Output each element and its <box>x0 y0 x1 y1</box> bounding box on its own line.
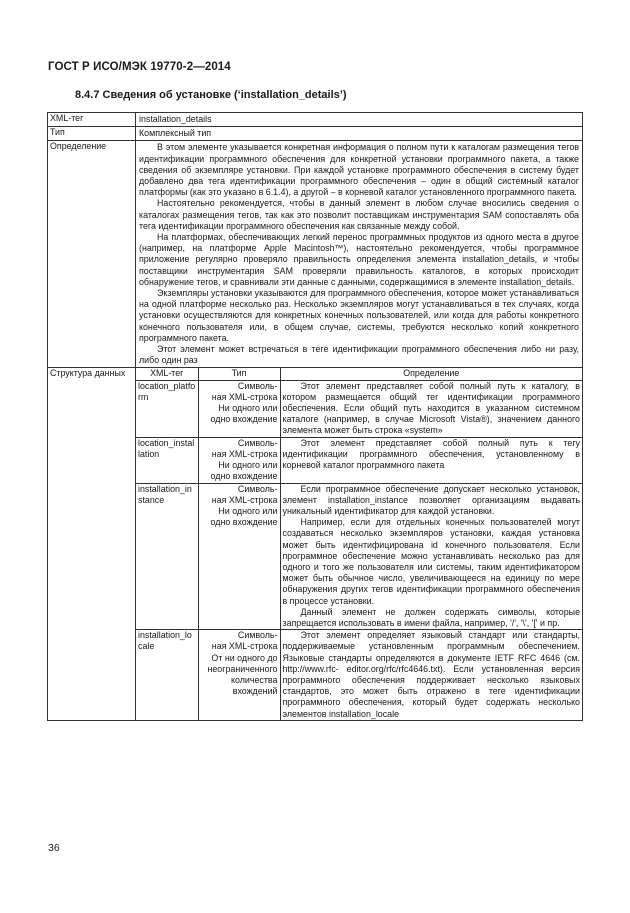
type-cell <box>198 630 280 720</box>
xml-tag-name: location_platform <box>138 380 196 402</box>
definition-paragraph: Этот элемент представляет собой полный путь к каталогу, в котором размещается общий тег идентификации программного обеспечения. Если общий путь находится в указанном системном каталоге (например, в случае Microsoft Vista®), значением данного элемента может быть строка «system» <box>282 380 580 436</box>
column-header: XML-тег <box>136 368 198 380</box>
definition-paragraph: В этом элементе указывается конкретная информация о полном пути к каталогам размещения тегов идентификации программного обеспечения для конкретной установки программного пакета, а также сведения об экземпляре установки. При каждой установке программного обеспечения в систему будет добавлено два тега идентификации программного обеспечения – один в общий системный каталог платформы (как это указано в 6.1.4), а другой – в корневой каталог установленного программного пакета. <box>139 142 579 198</box>
type-cell <box>198 483 280 630</box>
page-number: 36 <box>48 842 60 854</box>
type-line: Символь- <box>237 483 278 494</box>
type-rest: ная XML-строка Ни одного или одно вхождение <box>210 494 278 528</box>
definition-paragraph: Этот элемент представляет собой полный путь к тегу идентификации программного обеспечения, установленному в корневой каталог программного пакета <box>282 437 580 471</box>
table-row-definition <box>48 141 583 368</box>
section-title: 8.4.7 Сведения об установке (‘installation_details’) <box>75 89 347 101</box>
column-header: Определение <box>280 368 582 380</box>
row-label: XML-тег <box>48 113 136 127</box>
definition-paragraph: Настоятельно рекомендуется, чтобы в данный элемент в любом случае вносились сведения о каталогах размещения тегов, так как это позволит поставщикам инструментария SAM сопоставлять оба тега идентификации программного обеспечения как связанные между собой. <box>139 198 579 231</box>
type-rest: ная XML-строка От ни одного до неограниченного количества вхождений <box>207 641 278 697</box>
table-row-xml-tag <box>48 113 583 127</box>
type-line: Символь- <box>237 380 278 391</box>
definition-cell <box>280 380 582 437</box>
table-row <box>136 483 582 630</box>
column-header: Тип <box>198 368 280 380</box>
structure-header-row <box>136 368 582 380</box>
definition-paragraph: Этот элемент может встречаться в теге идентификации программного обеспечения либо ни разу, либо один раз <box>139 344 579 366</box>
type-line: Символь- <box>237 437 278 448</box>
definition-paragraph: Если программное обеспечение допускает несколько установок, элемент installation_instance позволяет организациям выдавать уникальный идентификатор для каждой установки. <box>282 483 580 516</box>
type-line: Символь- <box>237 630 278 641</box>
row-label: Тип <box>48 127 136 141</box>
definition-cell <box>280 483 582 630</box>
installation-details-table <box>47 112 583 721</box>
xml-tag-name: location_installation <box>138 437 195 459</box>
structure-table <box>136 368 582 719</box>
table-row-structure <box>48 368 583 720</box>
row-label: Структура данных <box>48 368 136 720</box>
definition-cell <box>280 437 582 483</box>
xml-tag-name: installation_locale <box>138 630 192 652</box>
xml-tag-cell <box>136 437 198 483</box>
document-header: ГОСТ Р ИСО/МЭК 19770-2—2014 <box>48 61 231 73</box>
table-row-type <box>48 127 583 141</box>
row-value: Комплексный тип <box>136 127 583 141</box>
definition-paragraph: Например, если для отдельных конечных пользователей могут создаваться несколько экземпляров установки, каждая установка может быть идентифицирована id конечного пользователя. Если программное обеспечение можно устанавливать несколько раз для одного и того же пользователя или системы, таким идентификатором может быть обычное число, увеличивающееся на единицу по мере обнаружения других тегов идентификации программного обеспечения в процессе установки. <box>282 517 580 606</box>
type-rest: ная XML-строка Ни одного или одно вхождение <box>210 448 278 482</box>
table-row <box>136 437 582 483</box>
table-row <box>136 380 582 437</box>
type-cell <box>198 437 280 483</box>
definition-cell <box>280 630 582 720</box>
definition-paragraph: Данный элемент не должен содержать символы, которые запрещается использовать в имени файла, например, '/', '\', '[' и пр. <box>282 606 580 628</box>
xml-tag-cell <box>136 483 198 630</box>
row-label: Определение <box>48 141 136 368</box>
definition-paragraph: На платформах, обеспечивающих легкий перенос программных продуктов из одного места в другое (например, на платформе Apple Macintosh™), настоятельно рекомендуется, чтобы программное приложение регулярно проверяло правильность определения элемента installation_details, и чтобы поставщики инструментария SAM проверяли правильность каталогов, в которых происходит обнаружение тегов, и сравнивали эти данные с данными, содержащимися в элементе installation_details. <box>139 232 579 287</box>
xml-tag-cell <box>136 380 198 437</box>
xml-tag-cell <box>136 630 198 720</box>
type-cell <box>198 380 280 437</box>
definition-text <box>136 141 583 368</box>
type-rest: ная XML-строка Ни одного или одно вхождение <box>210 391 278 425</box>
structure-cell <box>136 368 583 720</box>
definition-paragraph: Экземпляры установки указываются для программного обеспечения, которое может устанавливаться на одной платформе несколько раз. Несколько экземпляров могут устанавливаться в тех случаях, когда установки осуществляются для конкретных конечных пользователей, или когда для работы конкретного конечного пользователя или, в общем случае, системы, требуются несколько копий конкретного программного пакета. <box>139 288 579 343</box>
table-row <box>136 630 582 720</box>
row-value: installation_details <box>136 113 583 127</box>
xml-tag-name: installation_instance <box>138 483 192 505</box>
definition-paragraph: Этот элемент определяет языковый стандарт или стандарты, поддерживаемые установленным программным обеспечением. Языковые стандарты определяются в документе IETF RFC 4646 (см. http://www.rfc- editor.org/rfc/rfc4646.txt). Если установленная версия программного обеспечения поддерживает несколько языковых стандартов, это может быть отражено в теге идентификации программного обеспечения, который будет содержать несколько элементов installation_locale <box>282 630 580 719</box>
